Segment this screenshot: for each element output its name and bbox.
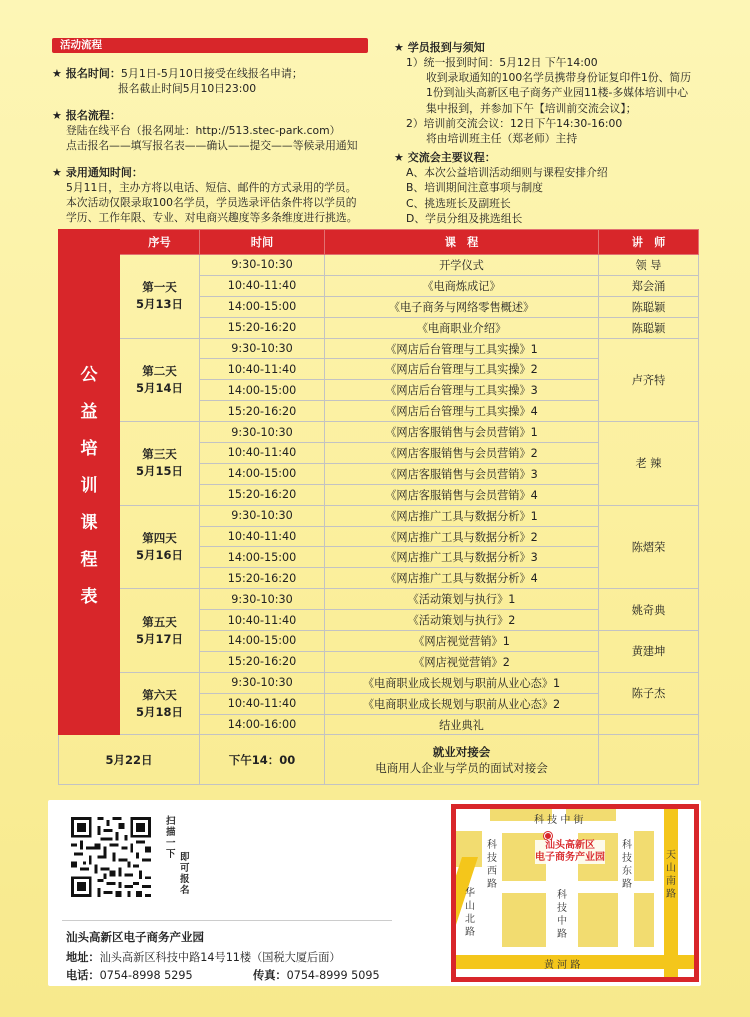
course-cell: 《网店客服销售与会员营销》3 [325,463,599,484]
checkin-line1: 1）统一报到时间：5月12日 下午14:00 [406,56,598,69]
teacher-cell: 陈聪颖 [599,317,699,338]
fax: 传真：0754-8999 5095 [253,969,380,982]
notice-time-line2: 本次活动仅限录取100名学员，学员选录评估条件将以学员的 [66,196,357,209]
teacher-cell: 老 辣 [599,422,699,506]
time-cell: 10:40-11:40 [200,359,325,380]
side-char: 培 [80,438,98,459]
table-row [59,255,699,276]
footer: 扫 描 一 下 即 可 报 名 汕头高新区电子商务产业园 地址：汕头高新区科技中路14号11楼（国税大厦后面） 电话：0754-8998 5295 传真：0754-8999 5095 汕头高新区 电子商务产业园 科 技 中 街 科 技 西 路 科 技 东 路 科 技 中 路 华 山 北 路 天 山 南 路 黄 河 路 [48,800,701,986]
course-cell: 《网店客服销售与会员营销》2 [325,443,599,464]
road-label-huanghe: 黄 河 路 [544,960,581,971]
time-cell: 9:30-10:30 [200,422,325,443]
header-course: 课 程 [325,230,599,255]
course-cell: 《电子商务与网络零售概述》 [325,296,599,317]
schedule-side-title [59,230,120,735]
teacher-cell: 陈聪颖 [599,296,699,317]
time-cell: 15:20-16:20 [200,317,325,338]
time-cell: 14:00-15:00 [200,463,325,484]
checkin-title: 学员报到与须知 [407,41,485,54]
checkin-line5: 2）培训前交流会议：12日下午14:30-16:00 [406,116,623,130]
teacher-cell: 郑会涌 [599,275,699,296]
footer-divider [62,920,392,921]
checkin-line4: 集中报到，并参加下午【培训前交流会议】； [426,101,637,115]
teacher-cell [599,714,699,735]
course-cell: 《网店后台管理与工具实操》1 [325,338,599,359]
checkin-line6: 将由培训班主任（郑老师）主持 [426,132,578,146]
time-cell: 14:00-16:00 [200,714,325,735]
road-label-mid: 科 技 中 路 [557,890,567,940]
time-cell: 15:20-16:20 [200,568,325,589]
day-cell: 第六天 5月18日 [120,672,200,735]
star-icon: ★ [394,151,408,165]
course-cell: 《网店推广工具与数据分析》2 [325,526,599,547]
checkin-line3: 1份到汕头高新区电子商务产业园11楼-多媒体培训中心 [426,86,689,100]
table-row [59,589,699,610]
phone: 电话：0754-8998 5295 [66,969,193,982]
notice-time-label: 录用通知时间： [65,166,143,179]
teacher-cell: 卢齐特 [599,338,699,422]
reg-time-block [52,66,370,96]
final-date: 5月22日 [59,735,200,785]
time-cell: 15:20-16:20 [200,484,325,505]
course-cell: 开学仪式 [325,255,599,276]
teacher-cell: 黄建坤 [599,631,699,673]
teacher-cell: 陈子杰 [599,672,699,714]
side-char: 公 [80,364,98,385]
map-block [502,893,546,947]
location-map[interactable] [451,804,699,982]
address: 地址：汕头高新区科技中路14号11楼（国税大厦后面） [66,951,341,964]
course-cell: 《网店推广工具与数据分析》3 [325,547,599,568]
course-cell: 《电商炼成记》 [325,275,599,296]
road-label-huashan: 华 山 北 路 [465,888,475,938]
star-icon: ★ [52,109,62,122]
side-char: 益 [80,401,98,422]
table-header-row [59,230,699,255]
header-teacher: 讲 师 [599,230,699,255]
time-cell: 15:20-16:20 [200,651,325,672]
activity-section [52,38,370,225]
table-row [59,338,699,359]
course-cell: 《网店客服销售与会员营销》4 [325,484,599,505]
day-cell: 第一天 5月13日 [120,255,200,339]
day-cell: 第五天 5月17日 [120,589,200,673]
time-cell: 10:40-11:40 [200,275,325,296]
header-no: 序号 [120,230,200,255]
day-cell: 第四天 5月16日 [120,505,200,589]
meeting-item: A、本次公益培训活动细则与课程安排介绍 [406,166,608,180]
map-block [634,831,654,881]
time-cell: 14:00-15:00 [200,631,325,652]
side-char: 程 [80,549,98,570]
company-name: 汕头高新区电子商务产业园 [66,930,204,944]
notice-time-block [52,165,370,225]
course-cell: 《网店推广工具与数据分析》1 [325,505,599,526]
road-label-east: 科 技 东 路 [622,840,632,890]
course-cell: 《活动策划与执行》2 [325,610,599,631]
side-char: 表 [80,586,98,607]
road-label-tianshan: 天 山 南 路 [666,850,676,900]
meeting-item: C、挑选班长及副班长 [406,196,511,210]
time-cell: 9:30-10:30 [200,255,325,276]
star-icon: ★ [52,67,62,80]
reg-process-line2: 点击报名——填写报名表——确认——提交——等候录用通知 [66,139,358,152]
checkin-line2: 收到录取通知的100名学员携带身份证复印件1份、简历 [426,71,692,85]
time-cell: 15:20-16:20 [200,401,325,422]
meeting-item: D、学员分组及挑选组长 [406,211,523,225]
reg-time-line2: 报名截止时间5月10日23:00 [118,82,257,95]
star-icon: ★ [394,41,408,54]
checkin-section [394,40,714,226]
course-cell: 《网店视觉营销》2 [325,651,599,672]
table-row [59,505,699,526]
time-cell: 9:30-10:30 [200,505,325,526]
meeting-item: B、培训期间注意事项与制度 [406,181,543,195]
table-row [59,422,699,443]
final-desc: 电商用人企业与学员的面试对接会 [375,760,548,775]
time-cell: 14:00-15:00 [200,380,325,401]
course-cell: 《网店视觉营销》1 [325,631,599,652]
course-cell: 《活动策划与执行》1 [325,589,599,610]
map-block [634,893,654,947]
course-cell: 结业典礼 [325,714,599,735]
table-row [59,672,699,693]
time-cell: 10:40-11:40 [200,610,325,631]
time-cell: 9:30-10:30 [200,338,325,359]
final-time: 下午14：00 [200,735,325,785]
reg-time-line1: 5月1日-5月10日接受在线报名申请； [120,67,303,80]
course-cell: 《网店后台管理与工具实操》4 [325,401,599,422]
reg-process-line1: 登陆在线平台（报名网址：http://513.stec-park.com） [66,124,341,137]
final-title: 就业对接会 [432,744,491,759]
final-course [325,735,599,785]
day-cell: 第三天 5月15日 [120,422,200,506]
course-cell: 《网店客服销售与会员营销》1 [325,422,599,443]
location-pin-icon [544,832,552,840]
time-cell: 9:30-10:30 [200,672,325,693]
side-char: 训 [80,475,98,496]
schedule-table [58,229,699,785]
map-title: 汕头高新区 电子商务产业园 [535,840,605,863]
teacher-cell: 领 导 [599,255,699,276]
activity-section-title: 活动流程 [52,38,368,53]
side-char: 课 [80,512,98,533]
time-cell: 14:00-15:00 [200,547,325,568]
final-teacher [599,735,699,785]
notice-time-line3: 学历、工作年限、专业、对电商兴趣度等多条维度进行挑选。 [66,211,358,224]
schedule-table-wrap [58,229,698,790]
time-cell: 10:40-11:40 [200,526,325,547]
final-row [59,735,699,785]
qr-code-icon[interactable] [68,814,154,900]
course-cell: 《电商职业成长规划与职前从业心态》2 [325,693,599,714]
road-label-west: 科 技 西 路 [487,840,497,890]
course-cell: 《电商职业介绍》 [325,317,599,338]
teacher-cell: 姚奇典 [599,589,699,631]
time-cell: 14:00-15:00 [200,296,325,317]
meeting-title: 交流会主要议程： [407,151,496,165]
road-label-top: 科 技 中 街 [534,815,584,826]
teacher-cell: 陈熠荣 [599,505,699,589]
day-cell: 第二天 5月14日 [120,338,200,422]
course-cell: 《电商职业成长规划与职前从业心态》1 [325,672,599,693]
time-cell: 10:40-11:40 [200,443,325,464]
reg-process-label: 报名流程： [65,109,121,122]
notice-time-line1: 5月11日，主办方将以电话、短信、邮件的方式录用的学员。 [66,181,357,194]
reg-time-label: 报名时间： [65,67,121,80]
course-cell: 《网店后台管理与工具实操》2 [325,359,599,380]
time-cell: 9:30-10:30 [200,589,325,610]
time-cell: 10:40-11:40 [200,693,325,714]
course-cell: 《网店推广工具与数据分析》4 [325,568,599,589]
course-cell: 《网店后台管理与工具实操》3 [325,380,599,401]
map-block [578,893,618,947]
star-icon: ★ [52,166,62,179]
reg-process-block [52,108,370,153]
header-time: 时间 [200,230,325,255]
